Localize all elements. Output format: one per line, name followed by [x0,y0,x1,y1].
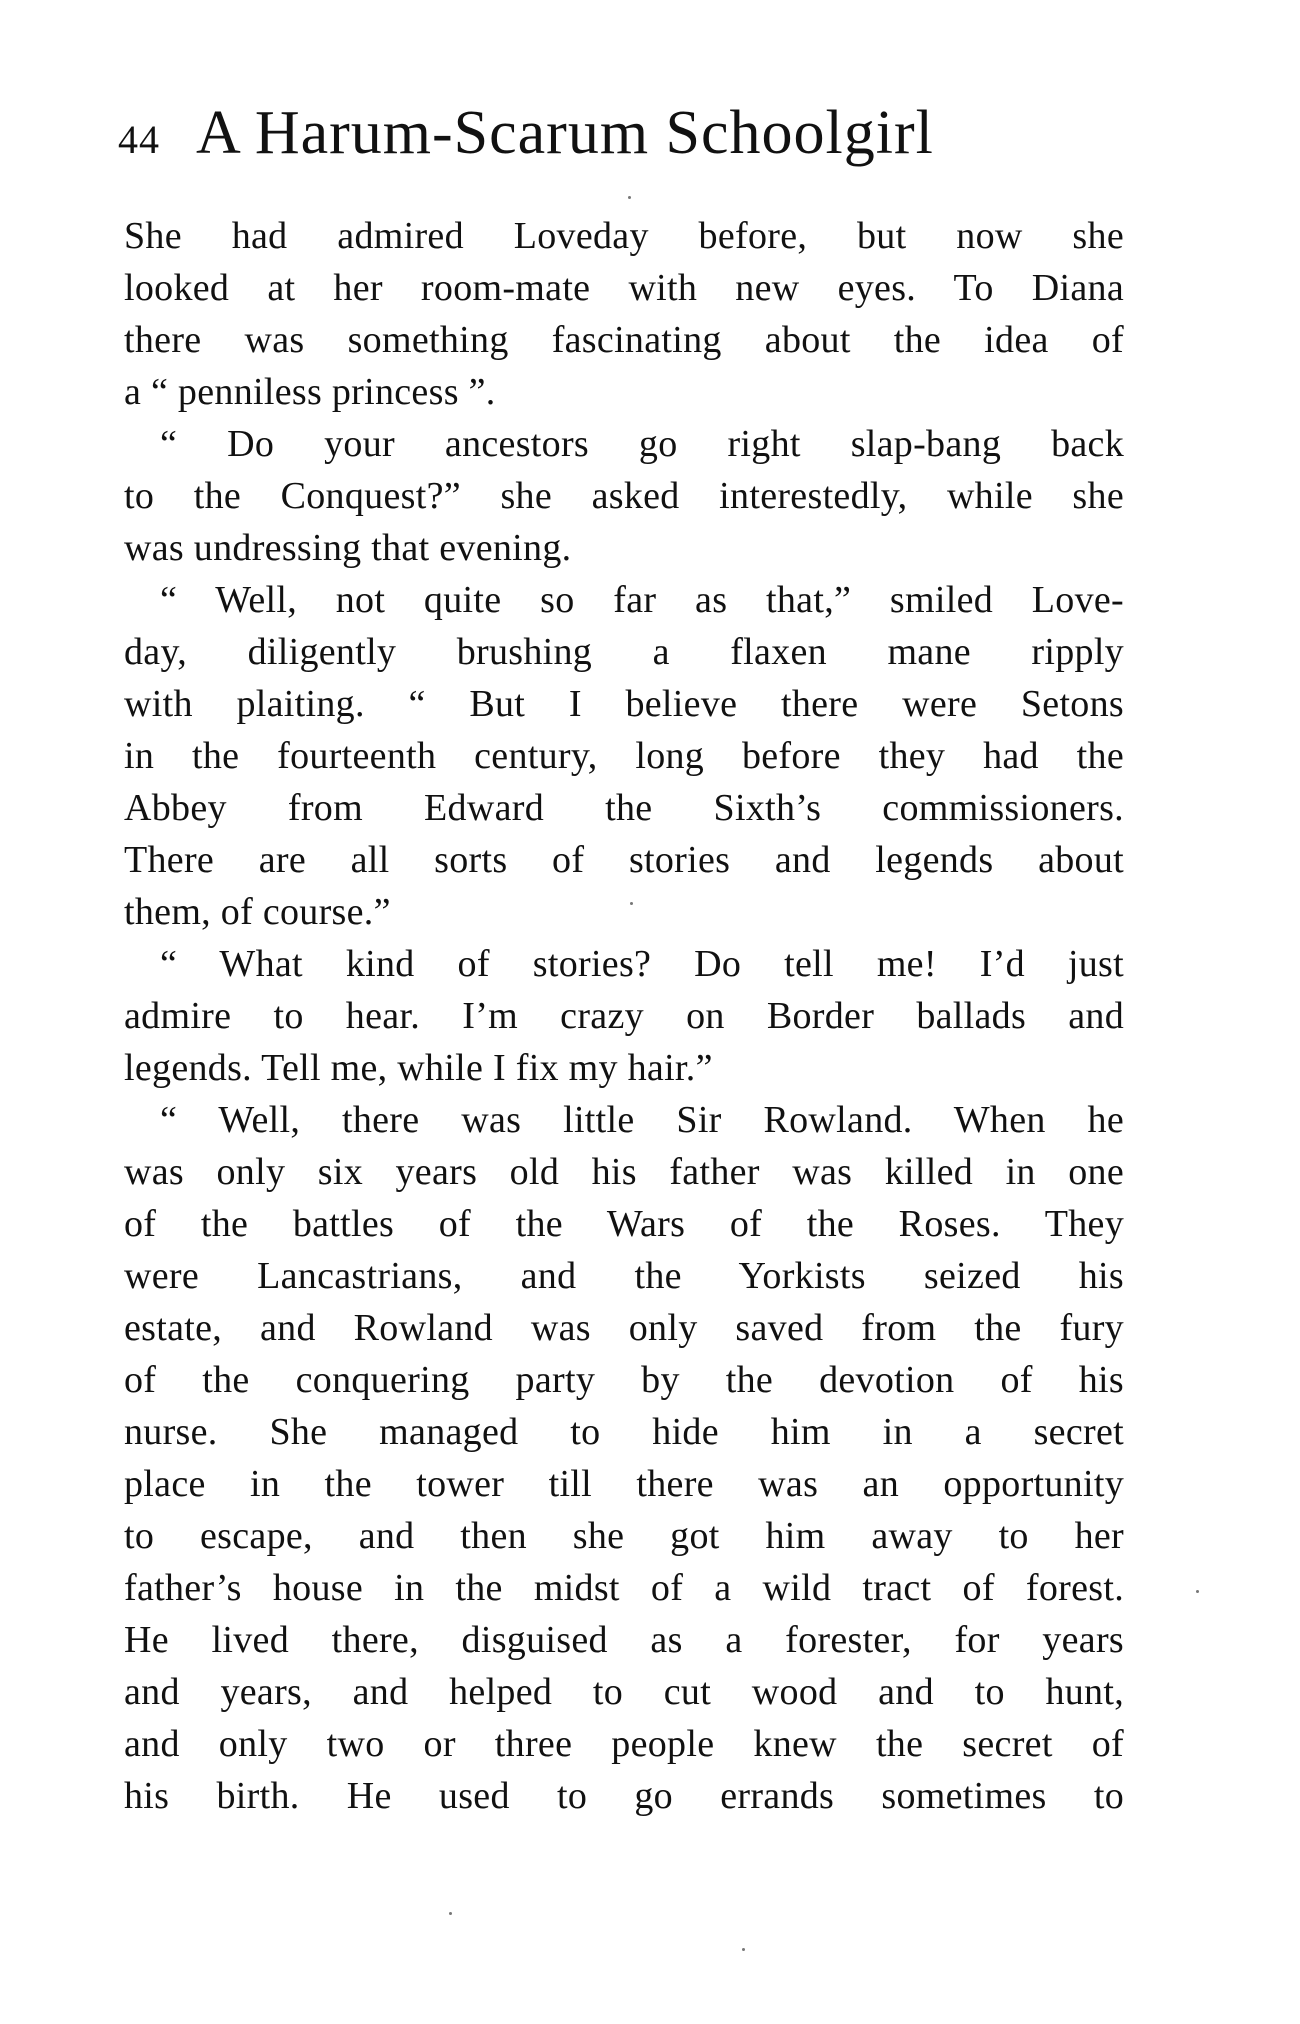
text-line: Abbey from Edward the Sixth’s commissioners. [124,787,1124,829]
book-title: A Harum-Scarum Schoolgirl [196,99,934,167]
scan-speck [628,196,631,199]
text-line: estate, and Rowland was only saved from the fury [124,1307,1124,1349]
text-line: looked at her room-mate with new eyes. To Diana [124,267,1124,309]
text-line: “ Do your ancestors go right slap-bang back [160,423,1124,465]
text-line: “ Well, there was little Sir Rowland. When he [160,1099,1124,1141]
text-line: with plaiting. “ But I believe there were Setons [124,683,1124,725]
text-line: place in the tower till there was an opportunity [124,1463,1124,1505]
text-line: his birth. He used to go errands sometimes to [124,1775,1124,1817]
scan-speck [449,1912,452,1915]
text-line: in the fourteenth century, long before they had the [124,735,1124,777]
text-line: to the Conquest?” she asked interestedly, while she [124,475,1124,517]
text-line: was only six years old his father was killed in one [124,1151,1124,1193]
text-line: them, of course.” [124,891,391,933]
text-line: legends. Tell me, while I fix my hair.” [124,1047,713,1089]
text-line: of the conquering party by the devotion of his [124,1359,1124,1401]
text-line: There are all sorts of stories and legends about [124,839,1124,881]
text-line: a “ penniless princess ”. [124,371,496,413]
text-line: and years, and helped to cut wood and to hunt, [124,1671,1124,1713]
text-line: “ Well, not quite so far as that,” smiled Love- [160,579,1124,621]
body-text [124,210,1124,1822]
text-line: and only two or three people knew the secret of [124,1723,1124,1765]
text-line: was undressing that evening. [124,527,572,569]
text-line: nurse. She managed to hide him in a secret [124,1411,1124,1453]
scan-speck [742,1948,745,1951]
text-line: day, diligently brushing a flaxen mane ripply [124,631,1124,673]
text-line: father’s house in the midst of a wild tract of forest. [124,1567,1124,1609]
text-line: He lived there, disguised as a forester, for years [124,1619,1124,1661]
text-line: “ What kind of stories? Do tell me! I’d just [160,943,1124,985]
scan-speck [1196,1590,1199,1593]
text-line: there was something fascinating about the idea of [124,319,1124,361]
text-line: were Lancastrians, and the Yorkists seized his [124,1255,1124,1297]
text-line: of the battles of the Wars of the Roses. They [124,1203,1124,1245]
running-head [118,98,1118,178]
text-line: to escape, and then she got him away to her [124,1515,1124,1557]
text-line: admire to hear. I’m crazy on Border ballads and [124,995,1124,1037]
text-line: She had admired Loveday before, but now she [124,215,1124,257]
page-number: 44 [118,117,160,162]
scan-speck [630,902,633,905]
